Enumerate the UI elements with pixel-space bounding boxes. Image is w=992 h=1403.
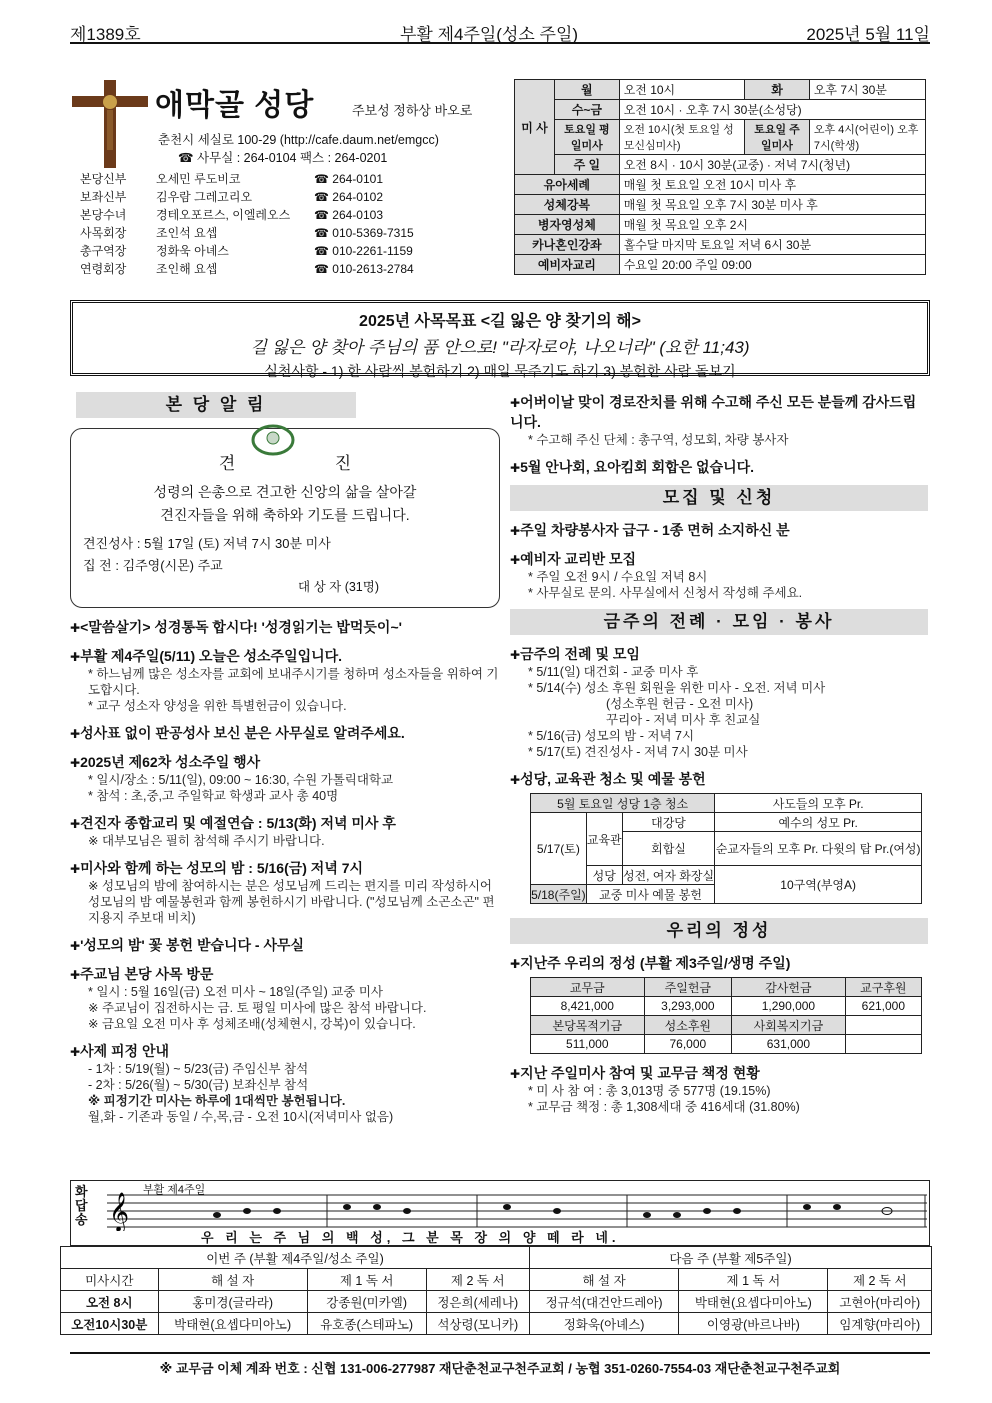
table-row: 오전 8시 홍미경(글라라) 강종원(미카엘) 정은희(세레나) 정규석(대건안드레아) 박태현(요셉다미아노) 고현아(마리아) [61,1291,932,1313]
svg-text:𝄞: 𝄞 [109,1192,130,1231]
pastoral-goal-box [70,300,930,379]
confirmation-box [70,428,500,608]
mass-schedule-table: 미 사 월 오전 10시 화 오후 7시 30분 수~금 오전 10시 · 오후 7시 30분(소성당) 토요일 평일미사 오전 10시(첫 토요일 성모신심미사) 토요일 주일미사 오후 4시(어린이) 오후 7시(학생) 주 일 오전 8시 · 10시 30분(교중) · 저녁 7시(청년) 유아세례 매월 첫 토요일 오전 10시 미사 후 성체강복 매월 첫 목요일 오후 7시 30분 미사 후 병자영성체 매월 첫 목요일 오후 2시 카나혼인강좌 홀수달 마지막 토요일 저녁 6시 30분 예비자교리 수요일 20:00 주일 09:00 [514,79,926,275]
parish-address: 춘천시 세실로 100-29 (http://cafe.daum.net/emgcc) [158,133,439,147]
news-item: ✚ '성모의 밤' 꽃 봉헌 받습니다 - 사무실 [70,935,500,955]
news-item: ✚ 성사표 없이 판공성사 보신 분은 사무실로 알려주세요. [70,723,500,743]
offering-table: 교무금 주일헌금 감사헌금 교구후원 8,421,000 3,293,000 1,290,000 621,000 본당목적기금 성소후원 사회복지기금 511,000 76,000 631,000 [530,977,922,1054]
issue-header [70,18,930,44]
staff-row: 총구역장 정화욱 아녜스 ☎ 010-2261-1159 [80,244,413,258]
parish-news-column [70,392,500,1125]
staff-row: 사목회장 조인석 요셉 ☎ 010-5369-7315 [80,226,414,240]
section-recruit: 모집 및 신청 [510,485,928,511]
sunday-title: 부활 제4주일(성소 주일) [400,25,579,44]
news-item: ✚ 사제 피정 안내 - 1차 : 5/19(월) ~ 5/23(금) 주임신부 참석 - 2차 : 5/26(월) ~ 5/30(금) 보좌신부 참석 ※ 피정기간 미사는 하루에 1대씩만 봉헌됩니다. 월,화 - 기존과 동일 / 수,목,금 - 오전 10시(저녁미사 없음) [70,1041,500,1125]
parish-name: 애막골 성당 [155,89,315,122]
news-item: ✚ 5월 안나회, 요아킴회 회합은 없습니다. [510,457,928,477]
lectors-table: 이번 주 (부활 제4주일/성소 주일) 다음 주 (부활 제5주일) 미사시간 해 설 자 제 1 독 서 제 2 독 서 해 설 자 제 1 독 서 제 2 독 서 오전 8시 홍미경(글라라) 강종원(미카엘) 정은희(세레나) 정규석(대건안드레아) 박태현(요셉다미아노) 고현아(마리아) 오전10시30분 박태현(요셉다미아노) 유호종(스테파노) 석상령(모니카) 정화욱(아녜스) 이영광(바르나바) 임계향(마리아) [60,1246,932,1335]
news-item: ✚ 주일 차량봉사자 급구 - 1종 면허 소지하신 분 [510,520,928,540]
news-item: ✚ 금주의 전례 및 모임 * 5/11(일) 대건회 - 교중 미사 후 * 5/14(수) 성소 후원 회원을 위한 미사 - 오전. 저녁 미사 (성소후원 헌금 - 오전 미사) 꾸리아 - 저녁 미사 후 친교실 * 5/16(금) 성모의 밤 - 저녁 7시 * 5/17(토) 견진성사 - 저녁 7시 30분 미사 [510,644,928,760]
news-item: ✚ 성당, 교육관 청소 및 예물 봉헌 [510,769,928,789]
chant-title: 부활 제4주일 [143,1184,206,1196]
next-week-header: 다음 주 (부활 제5주일) [529,1247,931,1269]
box-title-b: 진 [334,454,352,473]
news-item: ✚ 2025년 제62차 성소주일 행사 * 일시/장소 : 5/11(일), 09:00 ~ 16:30, 수원 가톨릭대학교 * 참석 : 초,중,고 주일학교 학생과 교사 총 40명 [70,752,500,804]
news-item: ✚ 미사와 함께 하는 성모의 밤 : 5/16(금) 저녁 7시 ※ 성모님의 밤에 참여하시는 분은 성모님께 드리는 편지를 미리 작성하시어 성모님의 밤 예물봉헌과 함께 봉헌하시기 바랍니다. ("성모님께 소곤소곤" 편지용지 주보대 비치) [70,858,500,926]
chant-lyrics: 우 리 는 주 님 의 백 성, 그 분 목 장 의 양 떼 라 네. [201,1230,620,1245]
staff-row: 본당신부 오세민 루도비코 ☎ 264-0101 [80,172,383,186]
mass-label: 미 사 [515,80,555,175]
goal-practice: 실천사항 - 1) 한 사람씩 봉헌하기 2) 매일 묵주기도 하기 3) 봉헌한 사람 돌보기 [264,363,736,379]
news-item: ✚ <말씀살기> 성경통독 합시다! '성경읽기는 밥먹듯이~' [70,617,500,637]
staff-list [80,170,480,278]
this-week-header: 이번 주 (부활 제4주일/성소 주일) [61,1247,530,1269]
news-item: ✚ 주교님 본당 사목 방문 * 일시 : 5월 16일(금) 오전 미사 ~ 18일(주일) 교중 미사 ※ 주교님이 집전하시는 금. 토 평일 미사에 많은 참석 바랍니다. ※ 금요일 오전 미사 후 성체조배(성체현시, 강복)이 있습니다. [70,964,500,1032]
box-line: 집 전 : 김주영(시몬) 주교 [83,558,223,573]
news-item: ✚ 지난 주일미사 참여 및 교무금 책정 현황 * 미 사 참 여 : 총 3,013명 중 577명 (19.15%) * 교무금 책정 : 총 1,308세대 중 416세대 (31.80%) [510,1063,928,1115]
news-item: ✚ 부활 제4주일(5/11) 오늘은 성소주일입니다. * 하느님께 많은 성소자를 교회에 보내주시기를 청하며 성소자들을 위하여 기도합시다. * 교구 성소자 양성을 위한 특별헌금이 있습니다. [70,646,500,714]
staff-row: 보좌신부 김우람 그레고리오 ☎ 264-0102 [80,190,383,204]
issue-number: 제1389호 [70,25,141,44]
table-row: 오전10시30분 박태현(요셉다미아노) 유호종(스테파노) 석상령(모니카) 정화욱(아녜스) 이영광(바르나바) 임계향(마리아) [61,1313,932,1335]
staff-row: 연령회장 조인해 요셉 ☎ 010-2613-2784 [80,262,414,276]
section-parish-news: 본 당 알 림 [76,392,356,418]
box-title-a: 견 [218,454,236,473]
box-line: 대 상 자 (31명) [298,580,379,594]
box-line: 견진자들을 위해 축하와 기도를 드립니다. [160,507,410,523]
box-line: 성령의 은총으로 견고한 신앙의 삶을 살아갈 [153,484,417,500]
goal-title: 2025년 사목목표 <길 잃은 양 찾기의 해> [359,313,641,330]
account-footer: ※ 교무금 이체 계좌 번호 : 신협 131-006-277987 재단춘천교구천주교회 / 농협 351-0260-7554-03 재단춘천교구천주교회 [70,1352,930,1377]
news-item: ✚ 견진자 종합교리 및 예절연습 : 5/13(화) 저녁 미사 후 ※ 대부모님은 필히 참석해 주시기 바랍니다. [70,813,500,849]
goal-verse: 길 잃은 양 찾아 주님의 품 안으로! "라자로야, 나오너라" (요한 11;43) [250,338,750,357]
wreath-icon [249,423,297,457]
box-line: 견진성사 : 5월 17일 (토) 저녁 7시 30분 미사 [83,536,331,551]
issue-date: 2025년 5월 11일 [806,25,930,44]
news-item: ✚ 어버이날 맞이 경로잔치를 위해 수고해 주신 모든 분들께 감사드립니다. * 수고해 주신 단체 : 총구역, 성모회, 차량 봉사자 [510,392,928,448]
section-offering: 우리의 정성 [510,918,928,944]
parish-motto: 주보성 정하상 바오로 [352,103,473,118]
section-this-week: 금주의 전례 · 모임 · 봉사 [510,609,928,635]
news-item: ✚ 예비자 교리반 모집 * 주일 오전 9시 / 수요일 저녁 8시 * 사무실로 문의. 사무실에서 신청서 작성해 주세요. [510,549,928,601]
chant-label: 화답송 [75,1184,88,1227]
music-staff-icon [107,1191,927,1231]
cross-logo-icon [72,80,148,168]
parish-phone: ☎ 사무실 : 264-0104 팩스 : 264-0201 [178,151,388,165]
right-column [510,392,928,1115]
staff-row: 본당수녀 경테오포르스, 이엘레오스 ☎ 264-0103 [80,208,383,222]
responsorial-psalm [70,1180,930,1246]
news-item: ✚ 지난주 우리의 정성 (부활 제3주일/생명 주일) [510,953,928,973]
cleaning-table: 5월 토요일 성당 1층 청소 사도들의 모후 Pr. 5/17(토) 교육관 대강당 예수의 성모 Pr. 회합실 순교자들의 모후 Pr. 다윗의 탑 Pr.(여성) 성당 성전, 여자 화장실 10구역(부영A) 5/18(주일) 교중 미사 예물 봉헌 [530,793,922,904]
